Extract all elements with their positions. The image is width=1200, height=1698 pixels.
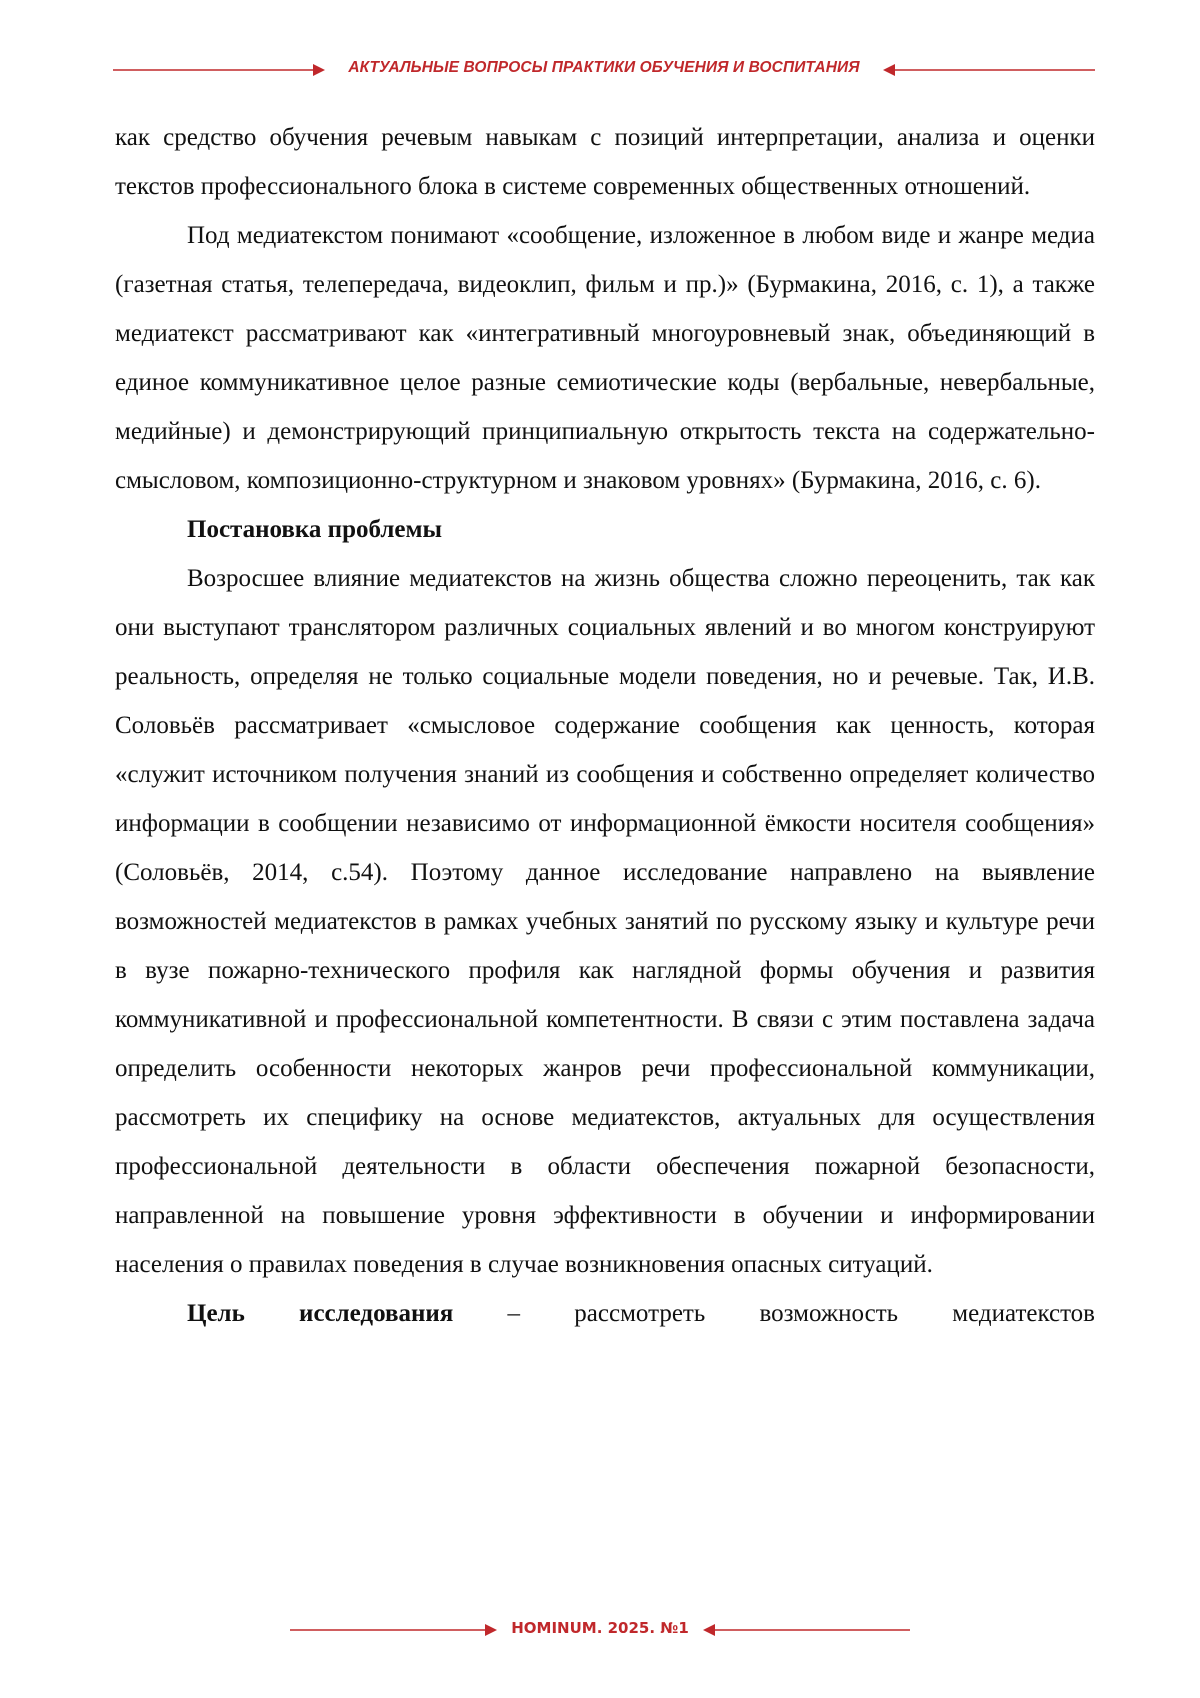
body-paragraph: Под медиатекстом понимают «сообщение, изложенное в любом виде и жанре медиа (газетная статья, телепередача, видеоклип, фильм и пр.)» (Бурмакина, 2016, с. 1), а также медиатекст рассматривают как «интегративный многоуровневый знак, объединяющий в единое коммуникативное целое разные семиотические коды (вербальные, невербальные, медийные) и демонстрирующий принципиальную открытость текста на содержательно-смысловом, композиционно-структурном и знаковом уровнях» (Бурмакина, 2016, с. 6). [115,222,1095,494]
header-title: АКТУАЛЬНЫЕ ВОПРОСЫ ПРАКТИКИ ОБУЧЕНИЯ И ВОСПИТАНИЯ [348,59,860,76]
goal-text: – рассмотреть возможность медиатекстов [453,1300,1095,1327]
footer-journal: HOMINUM. 2025. №1 [511,1619,689,1637]
body-paragraph: как средство обучения речевым навыкам с позиций интерпретации, анализа и оценки текстов профессионального блока в системе современных общественных отношений. [115,124,1095,200]
running-header [113,52,1095,88]
goal-label: Цель исследования [187,1300,454,1327]
section-heading: Постановка проблемы [187,516,443,543]
document-body [115,113,1095,1338]
running-footer [290,1612,910,1648]
body-paragraph: Возросшее влияние медиатекстов на жизнь общества сложно переоценить, так как они выступают транслятором различных социальных явлений и во многом конструируют реальность, определяя не только социальные модели поведения, но и речевые. Так, И.В. Соловьёв рассматривает «смысловое содержание сообщения как ценность, которая «служит источником получения знаний из сообщения и собственно определяет количество информации в сообщении независимо от информационной ёмкости носителя сообщения» (Соловьёв, 2014, с.54). Поэтому данное исследование направлено на выявление возможностей медиатекстов в рамках учебных занятий по русскому языку и культуре речи в вузе пожарно-технического профиля как наглядной формы обучения и развития коммуникативной и профессиональной компетентности. В связи с этим поставлена задача определить особенности некоторых жанров речи профессиональной коммуникации, рассмотреть их специфику на основе медиатекстов, актуальных для осуществления профессиональной деятельности в области обеспечения пожарной безопасности, направленной на повышение уровня эффективности в обучении и информировании населения о правилах поведения в случае возникновения опасных ситуаций. [115,565,1095,1278]
goal-paragraph [115,1289,1095,1338]
